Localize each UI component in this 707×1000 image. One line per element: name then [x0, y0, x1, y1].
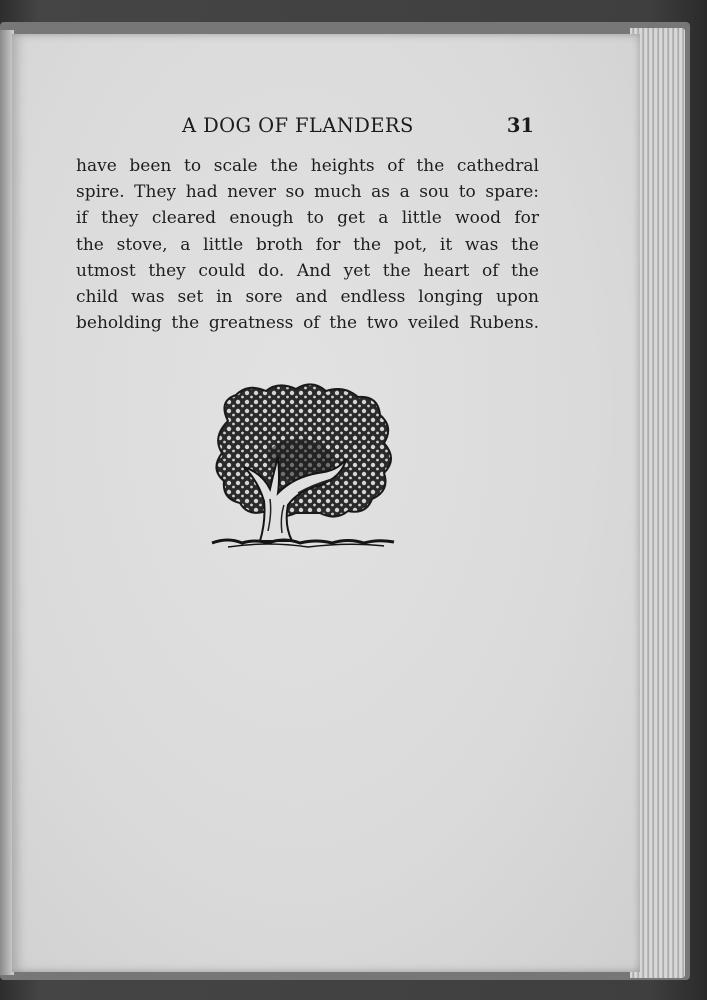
- text-line: spire. They had never so much as a sou to spare:: [76, 182, 539, 203]
- text-line: if they cleared enough to get a little wood for: [76, 208, 539, 229]
- text-line: beholding the greatness of the two veiled Rubens.: [76, 313, 539, 334]
- body-text: [76, 153, 539, 336]
- text-line: have been to scale the heights of the cathedral: [76, 156, 539, 176]
- text-line: child was set in sore and endless longing upon: [76, 287, 539, 308]
- text-line: utmost they could do. And yet the heart of the: [76, 260, 539, 281]
- page-number: 31: [506, 114, 534, 137]
- book-page: [12, 34, 640, 972]
- running-head: A DOG OF FLANDERS: [182, 114, 414, 137]
- tree-vignette-icon: [208, 381, 398, 551]
- text-line: the stove, a little broth for the pot, it was the: [76, 234, 539, 255]
